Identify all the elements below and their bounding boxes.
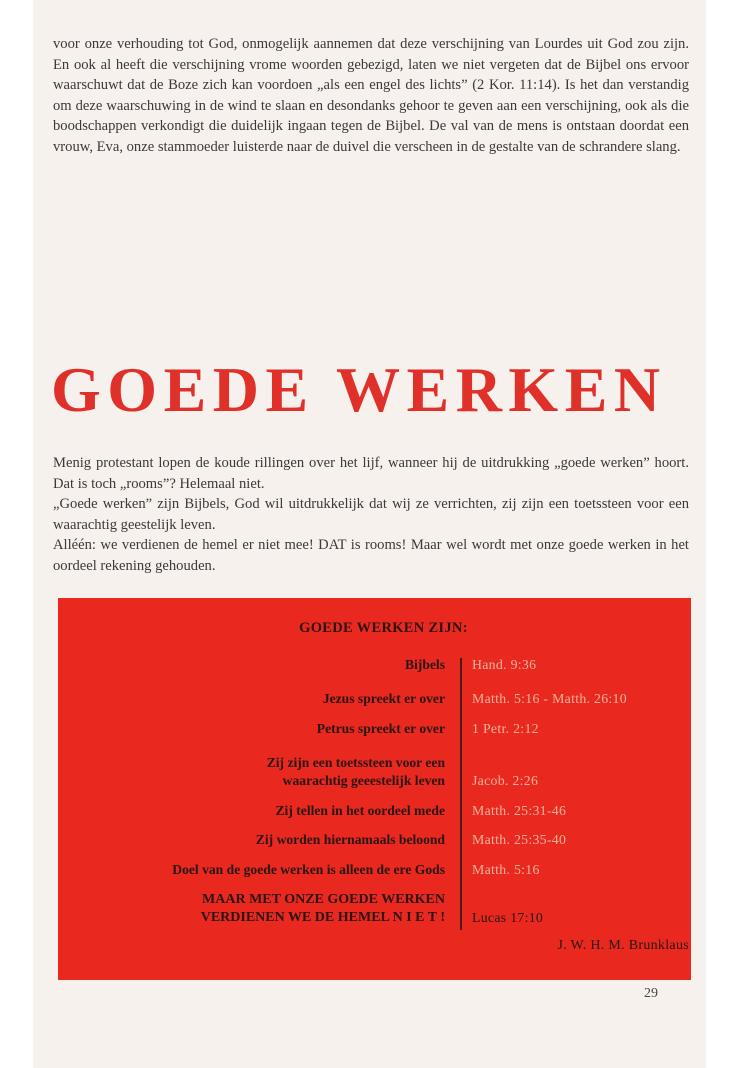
row-reference: Matth. 5:16 - Matth. 26:10 <box>472 691 627 706</box>
row-claim: Doel van de goede werken is alleen de ere Gods <box>172 862 445 877</box>
row-reference: Matth. 5:16 <box>472 862 540 877</box>
row-reference: 1 Petr. 2:12 <box>472 721 539 736</box>
intro-paragraph-1: Menig protestant lopen de koude rillingen over het lijf, wanneer hij de uitdrukking „goede werken” hoort. Dat is toch „rooms”? Helemaal niet. <box>53 455 689 492</box>
intro-paragraph-2: „Goede werken” zijn Bijbels, God wil uitdrukkelijk dat wij ze verrichten, zij zijn een toetssteen voor een waarachtig geestelijk leven. <box>53 496 689 533</box>
intro-paragraph-3: Alléén: we verdienen de hemel er niet mee! DAT is rooms! Maar wel wordt met onze goede werken in het oordeel rekening gehouden. <box>53 537 689 574</box>
row-claim-line-1: Zij zijn een toetssteen voor een <box>266 755 445 770</box>
row-claim-line-2: VERDIENEN WE DE HEMEL N I E T ! <box>200 910 445 925</box>
row-claim: Jezus spreekt er over <box>322 691 445 706</box>
good-works-box <box>58 598 691 980</box>
section-title: GOEDE WERKEN <box>51 354 667 425</box>
author-signature: J. W. H. M. Brunklaus <box>557 938 689 953</box>
row-claim: Zij tellen in het oordeel mede <box>275 803 445 818</box>
row-claim-line-2: waarachtig geeestelijk leven <box>282 773 445 788</box>
box-heading: GOEDE WERKEN ZIJN: <box>299 620 468 636</box>
body-paragraph: voor onze verhouding tot God, onmogelijk aannemen dat deze verschijning van Lourdes uit God zou zijn. En ook al heeft die verschijning vrome woorden gebezigd, laten we niet vergeten dat de Bijbel ons ervoor waarschuwt dat de Boze zich kan voordoen „als een engel des lichts” (2 Kor. 11:14). Is het dan verstandig om deze waarschuwing in de wind te slaan en desondanks gehoor te geven aan een verschijning, ook als die boodschappen verkondigt die duidelijk ingaan tegen de Bijbel. De val van de mens is ontstaan doordat een vrouw, Eva, onze stammoeder luisterde naar de duivel die verscheen in de gestalte van de schrandere slang. <box>53 36 689 155</box>
row-reference: Lucas 17:10 <box>472 910 544 925</box>
intro-text <box>53 453 689 577</box>
row-reference: Matth. 25:35-40 <box>472 832 567 847</box>
row-claim: Zij worden hiernamaals beloond <box>255 832 445 847</box>
row-claim: Petrus spreekt er over <box>316 721 445 736</box>
row-reference: Hand. 9:36 <box>472 657 537 672</box>
row-claim: Bijbels <box>404 657 445 672</box>
page-number: 29 <box>644 986 658 1001</box>
column-divider <box>460 658 462 930</box>
row-claim-line-1: MAAR MET ONZE GOEDE WERKEN <box>202 892 445 907</box>
book-page <box>33 0 706 1068</box>
row-reference: Matth. 25:31-46 <box>472 803 567 818</box>
row-reference: Jacob. 2:26 <box>472 773 539 788</box>
